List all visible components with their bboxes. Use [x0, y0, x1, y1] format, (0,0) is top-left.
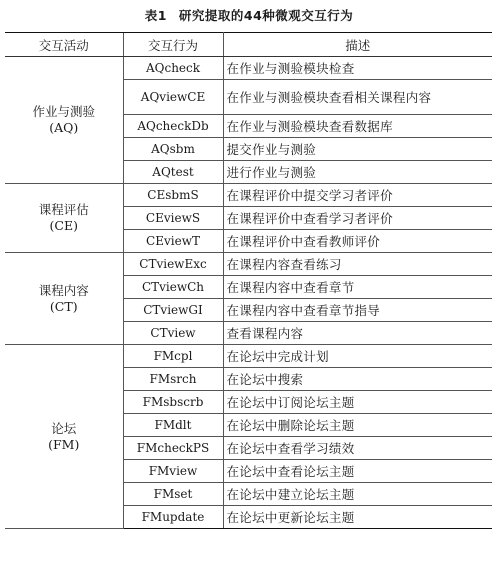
- description-cell: 在作业与测验模块查看相关课程内容: [223, 80, 492, 115]
- table-title: 研究提取的44种微观交互行为: [178, 8, 354, 23]
- description-cell: 在论坛中查看论坛主题: [223, 460, 492, 483]
- description-cell: 提交作业与测验: [223, 138, 492, 161]
- activity-cell: [5, 184, 123, 253]
- header-description: 描述: [223, 33, 492, 57]
- table-header-row: [5, 33, 492, 57]
- behavior-code-cell: AQcheck: [123, 57, 223, 80]
- description-cell: 在课程评价中提交学习者评价: [223, 184, 492, 207]
- header-activity: 交互活动: [5, 33, 123, 57]
- table-caption: [0, 6, 498, 24]
- behavior-code-cell: FMsrch: [123, 368, 223, 391]
- behavior-code-cell: CEviewS: [123, 207, 223, 230]
- header-behavior: 交互行为: [123, 33, 223, 57]
- behavior-code-cell: FMdlt: [123, 414, 223, 437]
- behavior-code-cell: AQcheckDb: [123, 115, 223, 138]
- behavior-code-cell: CEviewT: [123, 230, 223, 253]
- table-body: [5, 57, 492, 529]
- activity-abbr: (AQ): [49, 120, 79, 135]
- behavior-code-cell: FMview: [123, 460, 223, 483]
- behavior-code-cell: CTview: [123, 322, 223, 345]
- activity-abbr: (CT): [49, 298, 78, 314]
- behavior-code-cell: AQsbm: [123, 138, 223, 161]
- behavior-code-cell: CTviewCh: [123, 276, 223, 299]
- activity-abbr: (CE): [49, 218, 78, 233]
- behavior-code-cell: AQviewCE: [123, 80, 223, 115]
- behavior-code-cell: FMcpl: [123, 345, 223, 368]
- table-row: [5, 345, 492, 368]
- activity-abbr: (FM): [48, 436, 80, 452]
- description-cell: 在课程内容中查看章节指导: [223, 299, 492, 322]
- behavior-code-cell: AQtest: [123, 161, 223, 184]
- activity-name: 论坛: [51, 420, 77, 436]
- activity-cell: [5, 345, 123, 529]
- description-cell: 在论坛中更新论坛主题: [223, 506, 492, 529]
- description-cell: 在作业与测验模块检查: [223, 57, 492, 80]
- interaction-table: [5, 32, 492, 529]
- description-cell: 在课程评价中查看学习者评价: [223, 207, 492, 230]
- activity-cell: [5, 57, 123, 184]
- table-row: [5, 184, 492, 207]
- behavior-code-cell: FMsbscrb: [123, 391, 223, 414]
- activity-name: 课程评估: [38, 202, 89, 217]
- description-cell: 在论坛中删除论坛主题: [223, 414, 492, 437]
- behavior-code-cell: CTviewExc: [123, 253, 223, 276]
- description-cell: 在课程内容查看练习: [223, 253, 492, 276]
- behavior-code-cell: FMset: [123, 483, 223, 506]
- activity-name: 作业与测验: [32, 104, 95, 119]
- description-cell: 在论坛中搜索: [223, 368, 492, 391]
- description-cell: 在论坛中查看学习绩效: [223, 437, 492, 460]
- description-cell: 在作业与测验模块查看数据库: [223, 115, 492, 138]
- description-cell: 在课程评价中查看教师评价: [223, 230, 492, 253]
- table-number: 表1: [144, 8, 167, 23]
- behavior-code-cell: CTviewGI: [123, 299, 223, 322]
- activity-name: 课程内容: [38, 282, 89, 298]
- description-cell: 在课程内容中查看章节: [223, 276, 492, 299]
- behavior-code-cell: FMupdate: [123, 506, 223, 529]
- table-row: [5, 57, 492, 80]
- behavior-code-cell: FMcheckPS: [123, 437, 223, 460]
- activity-cell: [5, 253, 123, 345]
- description-cell: 查看课程内容: [223, 322, 492, 345]
- behavior-code-cell: CEsbmS: [123, 184, 223, 207]
- table-row: [5, 253, 492, 276]
- description-cell: 在论坛中建立论坛主题: [223, 483, 492, 506]
- description-cell: 在论坛中订阅论坛主题: [223, 391, 492, 414]
- description-cell: 在论坛中完成计划: [223, 345, 492, 368]
- description-cell: 进行作业与测验: [223, 161, 492, 184]
